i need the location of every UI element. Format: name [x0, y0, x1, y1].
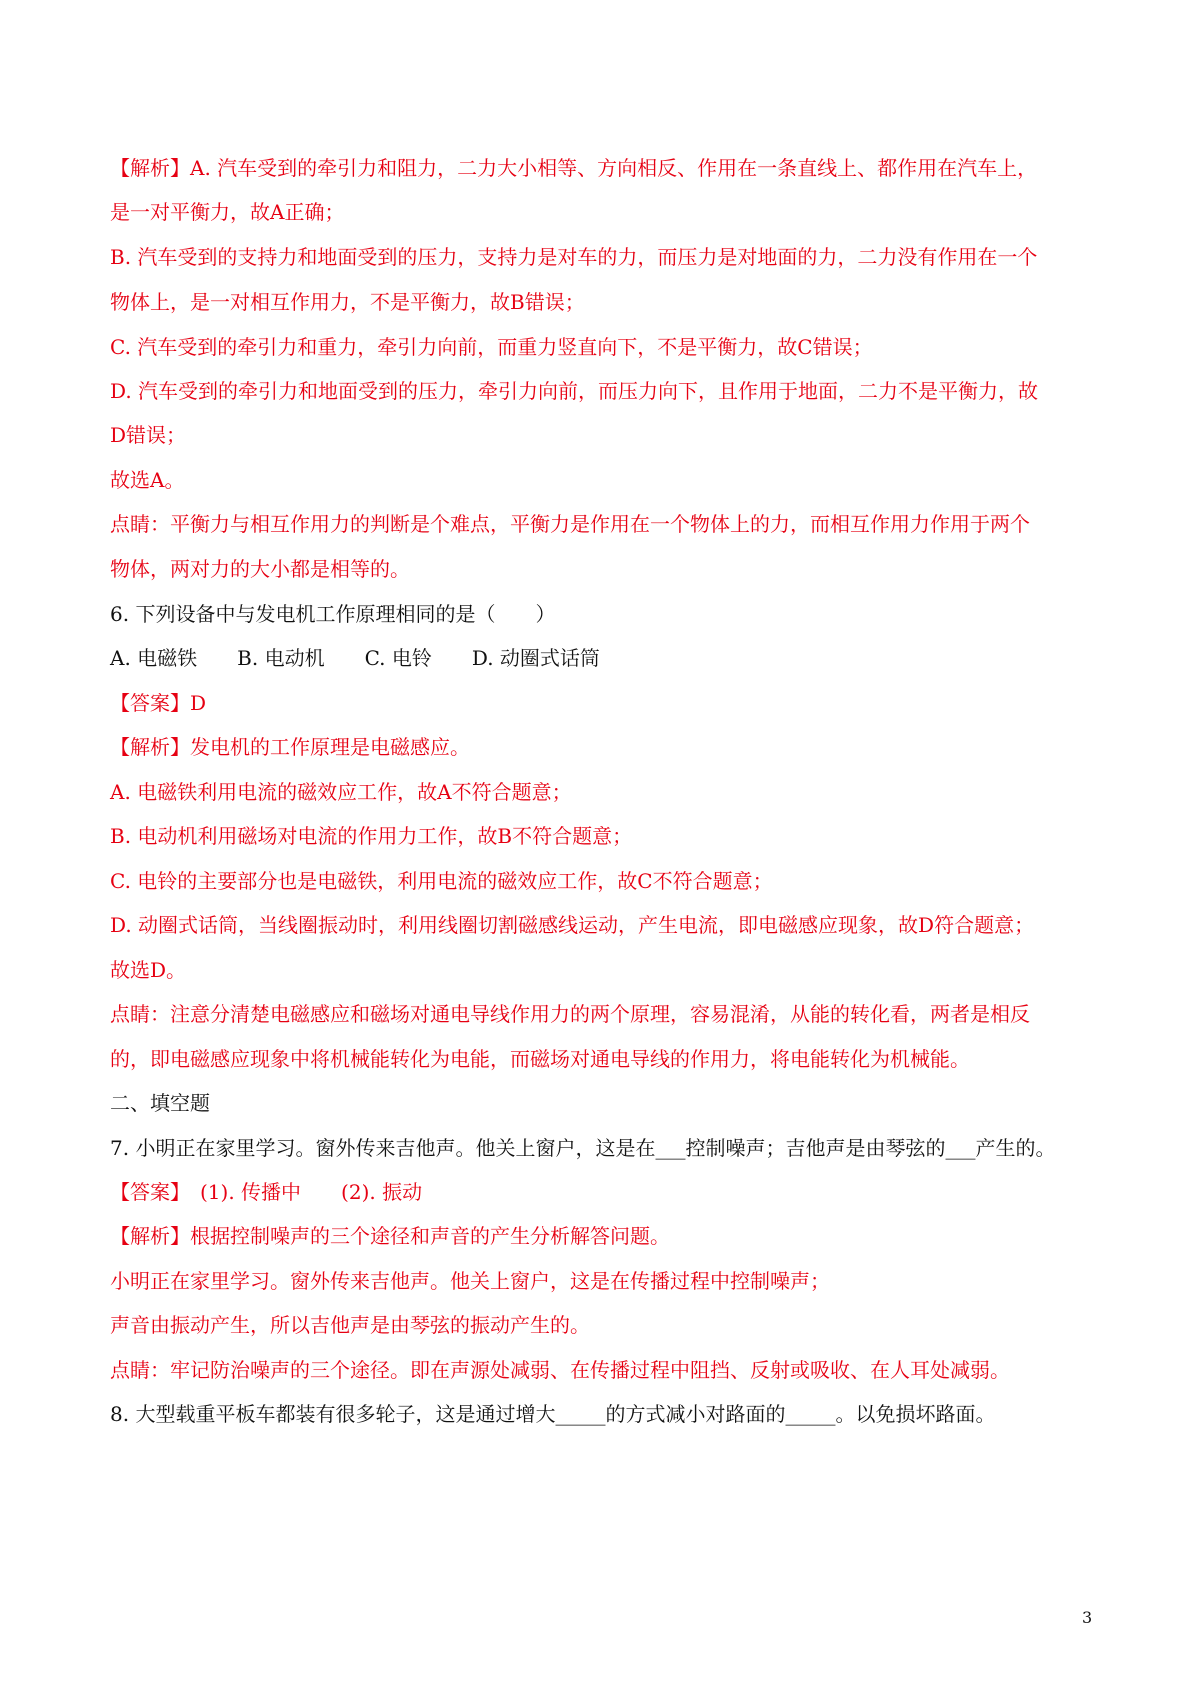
- text-line: 点睛：平衡力与相互作用力的判断是个难点，平衡力是作用在一个物体上的力，而相互作用力作用于两个: [110, 512, 1030, 536]
- text-line: B. 汽车受到的支持力和地面受到的压力，支持力是对车的力，而压力是对地面的力，二力没有作用在一个: [110, 245, 1038, 269]
- question-6: 6. 下列设备中与发电机工作原理相同的是（ ）: [110, 602, 556, 626]
- text-line: 点睛：注意分清楚电磁感应和磁场对通电导线作用力的两个原理，容易混淆，从能的转化看，两者是相反: [110, 1002, 1030, 1026]
- text-line: D. 动圈式话筒，当线圈振动时，利用线圈切割磁感线运动，产生电流，即电磁感应现象，故D符合题意；: [110, 913, 1035, 937]
- page-number: 3: [1082, 1608, 1093, 1627]
- text-line: B. 电动机利用磁场对电流的作用力工作，故B不符合题意；: [110, 824, 633, 848]
- text-line: 故选A。: [110, 468, 185, 492]
- text-line: 小明正在家里学习。窗外传来吉他声。他关上窗户，这是在传播过程中控制噪声；: [110, 1269, 830, 1293]
- text-line: 是一对平衡力，故A正确；: [110, 200, 345, 224]
- text-line: 的，即电磁感应现象中将机械能转化为电能，而磁场对通电导线的作用力，将电能转化为机械能。: [110, 1047, 970, 1071]
- answer-6: 【答案】D: [110, 691, 207, 715]
- question-7: 7. 小明正在家里学习。窗外传来吉他声。他关上窗户，这是在___控制噪声；吉他声是由琴弦的___产生的。: [110, 1136, 1056, 1160]
- text-line: 【解析】A. 汽车受到的牵引力和阻力，二力大小相等、方向相反、作用在一条直线上、都作用在汽车上，: [110, 156, 1038, 180]
- text-line: 物体，两对力的大小都是相等的。: [110, 557, 410, 581]
- text-line: 点睛：牢记防治噪声的三个途径。即在声源处减弱、在传播过程中阻挡、反射或吸收、在人耳处减弱。: [110, 1358, 1010, 1382]
- question-8: 8. 大型载重平板车都装有很多轮子，这是通过增大_____的方式减小对路面的_____。以免损坏路面。: [110, 1402, 996, 1426]
- question-6-options: A. 电磁铁 B. 电动机 C. 电铃 D. 动圈式话筒: [110, 646, 600, 670]
- text-line: D错误；: [110, 423, 187, 447]
- text-line: 【解析】根据控制噪声的三个途径和声音的产生分析解答问题。: [110, 1224, 670, 1248]
- text-line: A. 电磁铁利用电流的磁效应工作，故A不符合题意；: [110, 780, 572, 804]
- text-line: C. 电铃的主要部分也是电磁铁，利用电流的磁效应工作，故C不符合题意；: [110, 869, 773, 893]
- text-line: C. 汽车受到的牵引力和重力，牵引力向前，而重力竖直向下，不是平衡力，故C错误；: [110, 335, 873, 359]
- text-line: 【解析】发电机的工作原理是电磁感应。: [110, 735, 470, 759]
- text-line: D. 汽车受到的牵引力和地面受到的压力，牵引力向前，而压力向下，且作用于地面，二力不是平衡力，故: [110, 379, 1039, 403]
- text-line: 物体上，是一对相互作用力，不是平衡力，故B错误；: [110, 290, 585, 314]
- section-heading: 二、填空题: [110, 1091, 210, 1115]
- answer-7: 【答案】 (1). 传播中 (2). 振动: [110, 1180, 423, 1204]
- text-line: 故选D。: [110, 958, 187, 982]
- text-line: 声音由振动产生，所以吉他声是由琴弦的振动产生的。: [110, 1313, 590, 1337]
